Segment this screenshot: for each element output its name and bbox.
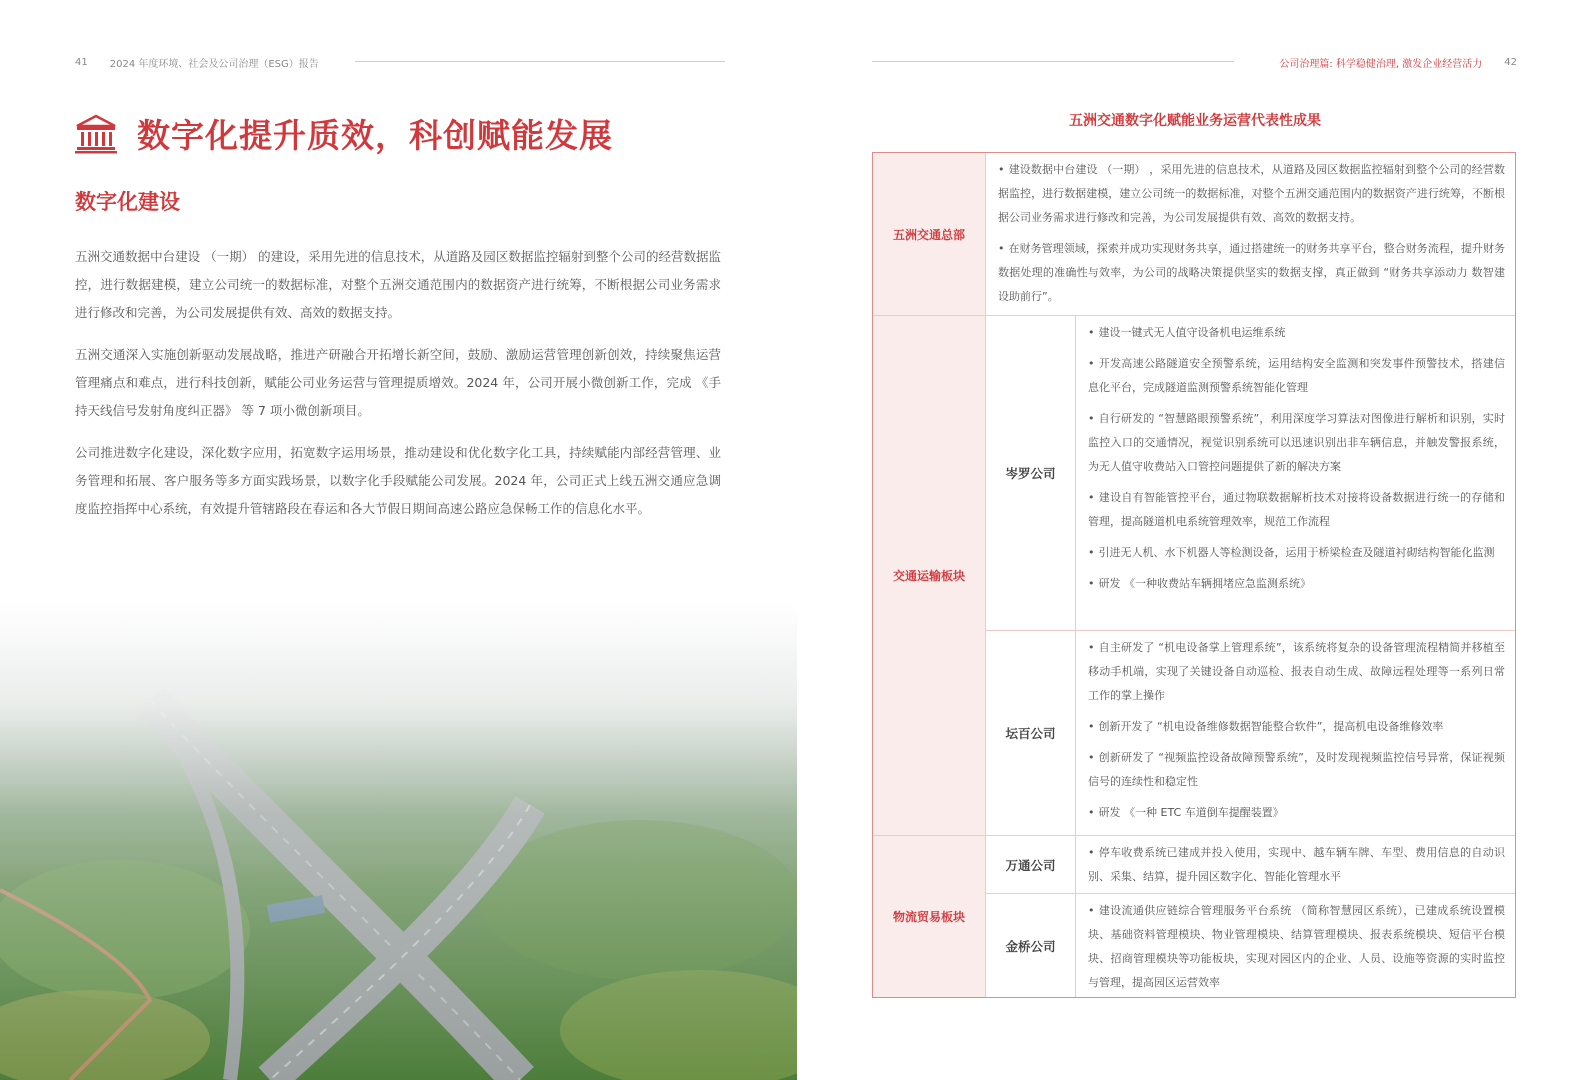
paragraph: 公司推进数字化建设，深化数字应用，拓宽数字运用场景，推动建设和优化数字化工具，持续赋能内部经营管理、业务管理和拓展、客户服务等多方面实践场景，以数字化手段赋能公司发展。2024 年，公司正式上线五洲交通应急调度监控指挥中心系统，有效提升管辖路段在春运和各大节假日期间高速公路应急保畅工作的信息化水平。: [75, 445, 721, 516]
section-heading: 数字化建设: [75, 190, 180, 214]
header-left-rule: [355, 61, 725, 62]
category-hq: 五洲交通总部: [873, 153, 986, 316]
list-item: • 建设流通供应链综合管理服务平台系统 （简称智慧园区系统），已建成系统设置模块、基础资料管理模块、物业管理模块、结算管理模块、报表系统模块、短信平台模块、招商管理模块等功能板块，实现对园区内的企业、人员、设施等资源的实时监控与管理，提高园区运营效率: [1088, 899, 1505, 995]
category-logistics: 物流贸易板块: [873, 836, 986, 997]
list-item: • 开发高速公路隧道安全预警系统，运用结构安全监测和突发事件预警技术，搭建信息化平台，完成隧道监测预警系统智能化管理: [1088, 352, 1505, 400]
list-item: • 创新研发了 “视频监控设备故障预警系统”，及时发现视频监控信号异常，保证视频信号的连续性和稳定性: [1088, 746, 1505, 794]
list-item: • 在财务管理领域，探索并成功实现财务共享，通过搭建统一的财务共享平台，整合财务流程，提升财务数据处理的准确性与效率，为公司的战略决策提供坚实的数据支撑，真正做到 “财务共享添动力 数智建设助前行”。: [998, 237, 1505, 309]
company-tanbai: 坛百公司: [986, 631, 1076, 836]
list-item: • 建设数据中台建设 （一期） ，采用先进的信息技术，从道路及园区数据监控辐射到整个公司的经营数据监控，进行数据建模，建立公司统一的数据标准，对整个五洲交通范围内的数据资产进行统筹，不断根据公司业务需求进行修改和完善，为公司发展提供有效、高效的数据支持。: [998, 158, 1505, 230]
building-icon: [75, 114, 117, 154]
list-item: • 建设一键式无人值守设备机电运维系统: [1088, 321, 1505, 345]
tanbai-content: [1076, 631, 1515, 836]
page-number-right: 42: [1504, 57, 1517, 68]
body-text: [75, 243, 721, 537]
list-item: • 研发 《一种 ETC 车道倒车提醒装置》: [1088, 801, 1505, 825]
header-right-rule: [872, 61, 1234, 62]
paragraph: 五洲交通数据中台建设 （一期） 的建设，采用先进的信息技术，从道路及园区数据监控辐射到整个公司的经营数据监控，进行数据建模，建立公司统一的数据标准，对整个五洲交通范围内的数据资产进行统筹，不断根据公司业务需求进行修改和完善，为公司发展提供有效、高效的数据支持。: [75, 249, 721, 320]
wantong-content: [1076, 836, 1515, 894]
company-cenluo: 岑罗公司: [986, 316, 1076, 631]
list-item: • 研发 《一种收费站车辆拥堵应急监测系统》: [1088, 572, 1505, 596]
page-title: [75, 110, 613, 157]
table-title: 五洲交通数字化赋能业务运营代表性成果: [1069, 113, 1321, 129]
hq-content: [986, 153, 1515, 316]
page-number-left: 41: [75, 57, 88, 68]
list-item: • 创新开发了 “机电设备维修数据智能整合软件”，提高机电设备维修效率: [1088, 715, 1505, 739]
jinqiao-content: [1076, 894, 1515, 997]
cenluo-content: [1076, 316, 1515, 631]
paragraph: 五洲交通深入实施创新驱动发展战略，推进产研融合开拓增长新空间，鼓励、激励运营管理创新创效，持续聚焦运营管理痛点和难点，进行科技创新，赋能公司业务运营与管理提质增效。2024 年，公司开展小微创新工作，完成 《手持天线信号发射角度纠正器》 等 7 项小微创新项目。: [75, 347, 721, 418]
header-left: [75, 55, 319, 70]
list-item: • 自主研发了 “机电设备掌上管理系统”，该系统将复杂的设备管理流程精简并移植至移动手机端，实现了关键设备自动巡检、报表自动生成、故障远程处理等一系列日常工作的掌上操作: [1088, 636, 1505, 708]
company-jinqiao: 金桥公司: [986, 894, 1076, 997]
achievements-table: [872, 152, 1516, 998]
category-transport: 交通运输板块: [873, 316, 986, 836]
highway-aerial-photo: [0, 600, 797, 1080]
main-title-text: 数字化提升质效，科创赋能发展: [137, 116, 613, 155]
list-item: • 自行研发的 “智慧路眼预警系统”，利用深度学习算法对图像进行解析和识别，实时监控入口的交通情况，视觉识别系统可以迅速识别出非车辆信息，并触发警报系统，为无人值守收费站入口管控问题提供了新的解决方案: [1088, 407, 1505, 479]
list-item: • 引进无人机、水下机器人等检测设备，运用于桥梁检查及隧道衬砌结构智能化监测: [1088, 541, 1505, 565]
report-title: 2024 年度环境、社会及公司治理（ESG）报告: [109, 59, 319, 70]
list-item: • 建设自有智能管控平台，通过物联数据解析技术对接将设备数据进行统一的存储和管理，提高隧道机电系统管理效率，规范工作流程: [1088, 486, 1505, 534]
section-title: 公司治理篇: 科学稳健治理, 激发企业经营活力: [1279, 59, 1483, 70]
list-item: • 停车收费系统已建成并投入使用，实现中、越车辆车牌、车型、费用信息的自动识别、采集、结算，提升园区数字化、智能化管理水平: [1088, 841, 1505, 889]
header-right: [1279, 55, 1517, 70]
company-wantong: 万通公司: [986, 836, 1076, 894]
